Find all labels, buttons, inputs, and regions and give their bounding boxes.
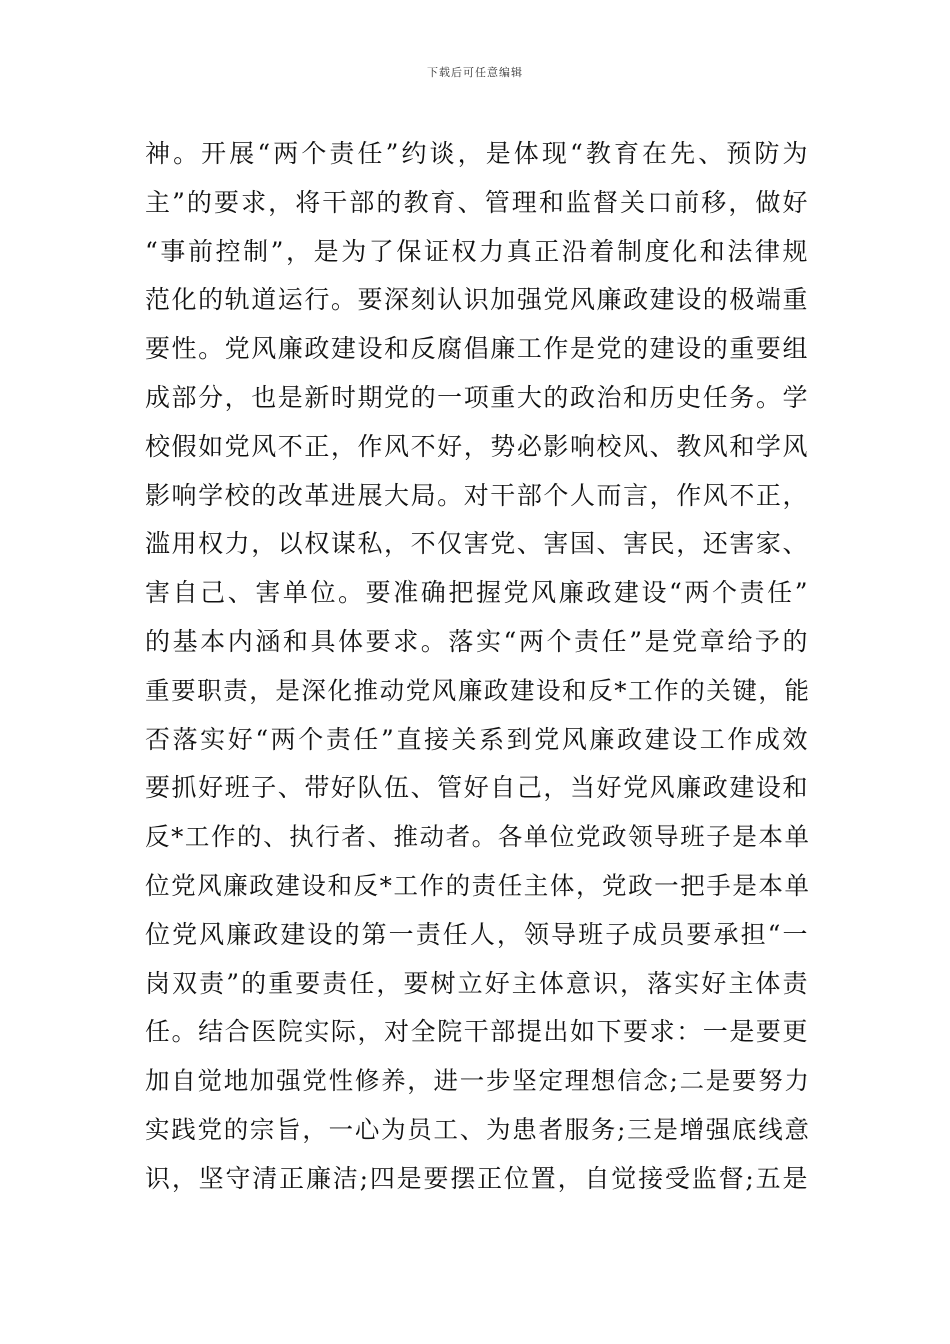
body-text — [145, 130, 809, 1204]
text-line: 害自己、害单位。要准确把握党风廉政建设“两个责任” — [145, 578, 809, 608]
text-line: 重要职责，是深化推动党风廉政建设和反*工作的关键，能 — [145, 675, 809, 705]
text-line: 位党风廉政建设和反*工作的责任主体，党政一把手是本单 — [145, 870, 809, 900]
text-line: 范化的轨道运行。要深刻认识加强党风廉政建设的极端重 — [145, 285, 809, 315]
text-line: “事前控制”，是为了保证权力真正沿着制度化和法律规 — [145, 236, 809, 266]
text-line: 滥用权力，以权谋私，不仅害党、害国、害民，还害家、 — [145, 529, 809, 559]
header-note: 下载后可任意编辑 — [427, 66, 523, 79]
text-line: 识，坚守清正廉洁;四是要摆正位置，自觉接受监督;五是 — [145, 1163, 809, 1193]
text-line: 校假如党风不正，作风不好，势必影响校风、教风和学风 — [145, 431, 809, 461]
text-line: 位党风廉政建设的第一责任人，领导班子成员要承担“一 — [145, 919, 809, 949]
text-line: 要性。党风廉政建设和反腐倡廉工作是党的建设的重要组 — [145, 334, 809, 364]
text-line: 成部分，也是新时期党的一项重大的政治和历史任务。学 — [145, 382, 809, 412]
text-line: 否落实好“两个责任”直接关系到党风廉政建设工作成效 — [145, 724, 809, 754]
text-line: 实践党的宗旨，一心为员工、为患者服务;三是增强底线意 — [145, 1114, 809, 1144]
text-line: 主”的要求，将干部的教育、管理和监督关口前移，做好 — [145, 187, 809, 217]
text-line: 要抓好班子、带好队伍、管好自己，当好党风廉政建设和 — [145, 773, 809, 803]
text-line: 加自觉地加强党性修养，进一步坚定理想信念;二是要努力 — [145, 1066, 809, 1096]
text-line: 影响学校的改革进展大局。对干部个人而言，作风不正， — [145, 480, 809, 510]
text-line: 神。开展“两个责任”约谈，是体现“教育在先、预防为 — [145, 139, 809, 168]
text-line: 任。结合医院实际，对全院干部提出如下要求：一是要更 — [145, 1017, 809, 1047]
text-line: 反*工作的、执行者、推动者。各单位党政领导班子是本单 — [145, 822, 809, 852]
text-line: 岗双责”的重要责任，要树立好主体意识，落实好主体责 — [145, 968, 809, 998]
text-line: 的基本内涵和具体要求。落实“两个责任”是党章给予的 — [145, 626, 809, 656]
